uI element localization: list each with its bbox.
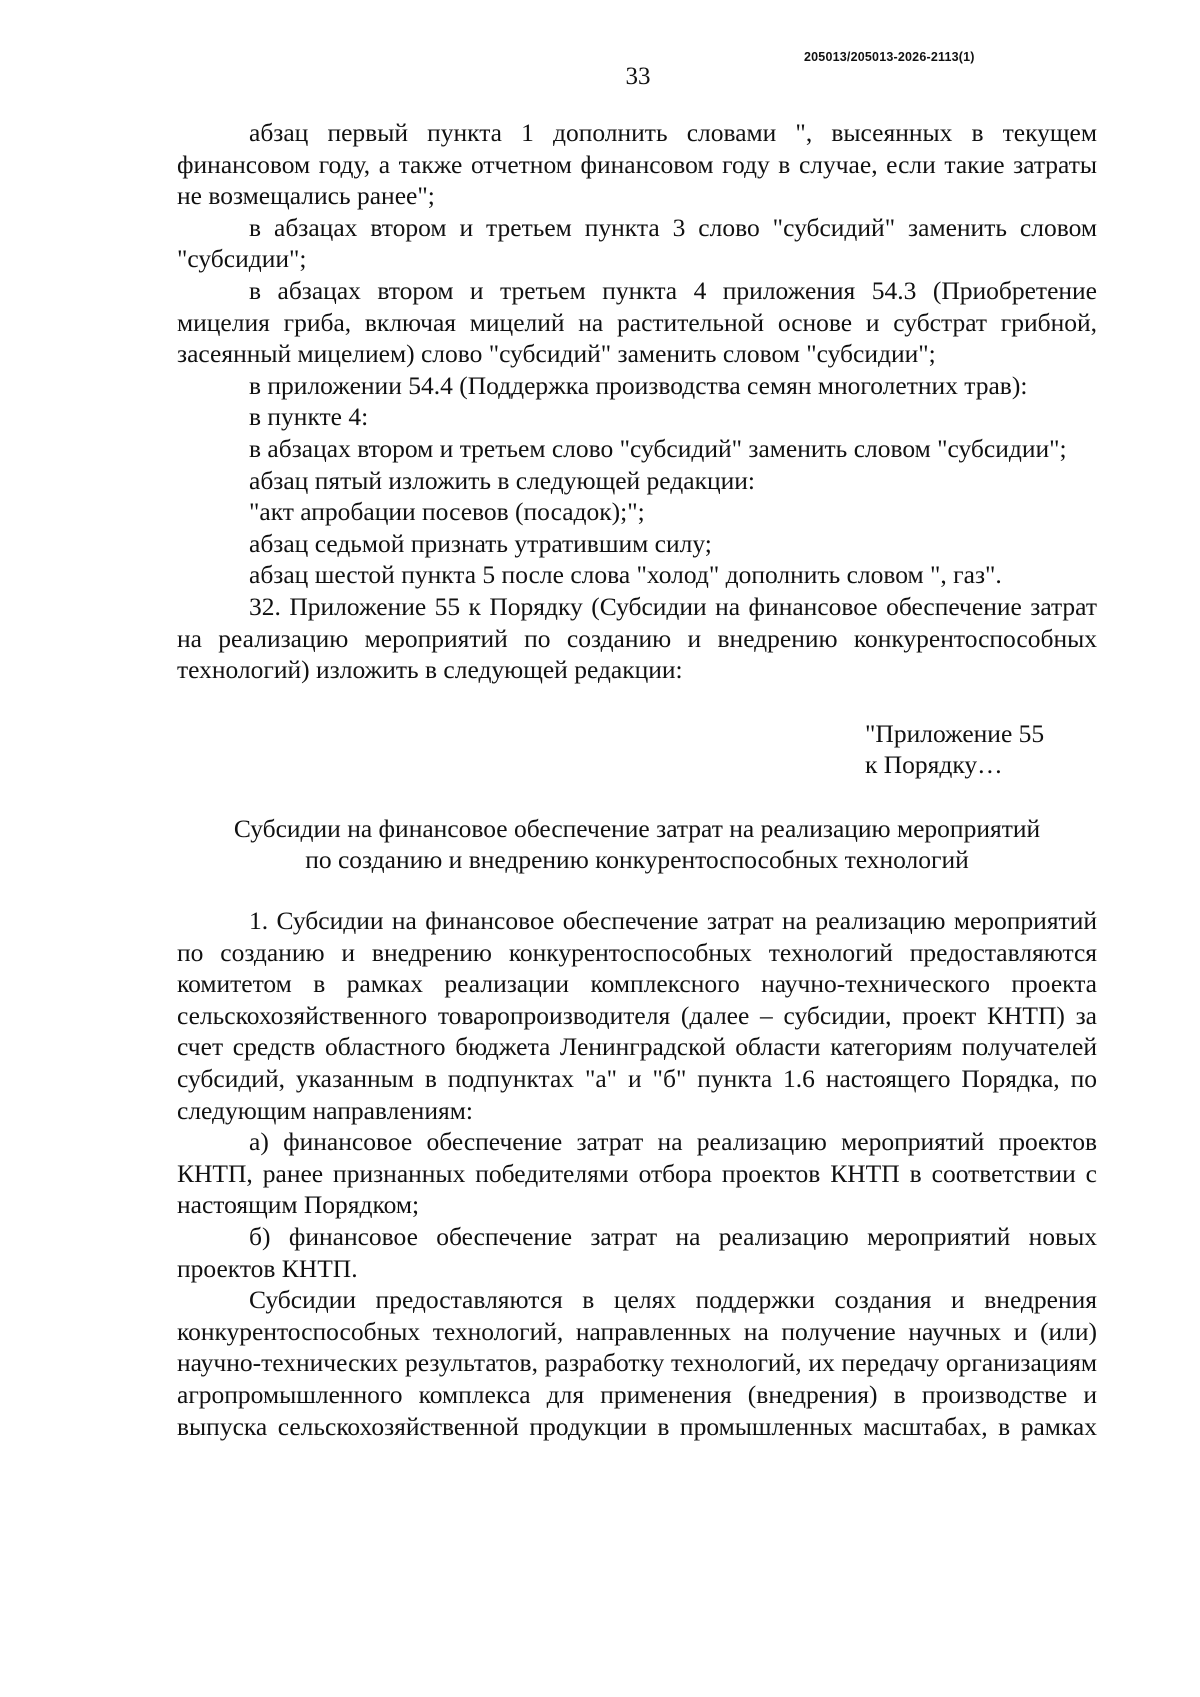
paragraph-2: в абзацах втором и третьем пункта 3 слово "субсидий" заменить словом "субсидии"; bbox=[177, 212, 1097, 274]
paragraph-4: в приложении 54.4 (Поддержка производства семян многолетних трав): bbox=[249, 370, 1028, 400]
annex-line-2: к Порядку… bbox=[865, 750, 1003, 780]
section-paragraph-2: а) финансовое обеспечение затрат на реализацию мероприятий проектов КНТП, ранее признанных победителями отбора проектов КНТП в соответствии с настоящим Порядком; bbox=[177, 1127, 1097, 1220]
document-body bbox=[177, 117, 1097, 1442]
page-number: 33 bbox=[625, 63, 651, 90]
paragraph-5: в пункте 4: bbox=[249, 402, 369, 432]
paragraph-11: 32. Приложение 55 к Порядку (Субсидии на финансовое обеспечение затрат на реализацию мероприятий по созданию и внедрению конкурентоспособных технологий) изложить в следующей редакции: bbox=[177, 591, 1097, 685]
paragraph-8: "акт апробации посевов (посадок);"; bbox=[249, 497, 645, 527]
section-paragraph-4: Субсидии предоставляются в целях поддержки создания и внедрения конкурентоспособных технологий, направленных на получение научных и (или) научно-технических результатов, разработку технологий, их передачу организациям агропромышленного комплекса для применения (внедрения) в производстве и выпуска сельскохозяйственной продукции в промышленных масштабах, в рамках bbox=[177, 1285, 1097, 1441]
document-id: 205013/205013-2026-2113(1) bbox=[804, 50, 975, 64]
section-title-line-1: Субсидии на финансовое обеспечение затрат на реализацию мероприятий bbox=[233, 813, 1041, 843]
paragraph-7: абзац пятый изложить в следующей редакции: bbox=[249, 465, 755, 495]
section-title bbox=[177, 813, 1097, 876]
annex-reference bbox=[177, 718, 1097, 781]
section-title-line-2: по созданию и внедрению конкурентоспособных технологий bbox=[305, 845, 969, 875]
annex-line-1: "Приложение 55 bbox=[865, 718, 1045, 748]
paragraph-10: абзац шестой пункта 5 после слова "холод" дополнить словом ", газ". bbox=[249, 560, 1002, 590]
paragraph-6: в абзацах втором и третьем слово "субсидий" заменить словом "субсидии"; bbox=[249, 433, 1067, 463]
paragraph-1: абзац первый пункта 1 дополнить словами ", высеянных в текущем финансовом году, а также отчетном финансовом году в случае, если такие затраты не возмещались ранее"; bbox=[177, 118, 1097, 211]
paragraph-3: в абзацах втором и третьем пункта 4 приложения 54.3 (Приобретение мицелия гриба, включая мицелий на растительной основе и субстрат грибной, засеянный мицелием) слово "субсидий" заменить словом "субсидии"; bbox=[177, 275, 1097, 369]
section-paragraph-3: б) финансовое обеспечение затрат на реализацию мероприятий новых проектов КНТП. bbox=[177, 1222, 1097, 1283]
section-paragraph-1: 1. Субсидии на финансовое обеспечение затрат на реализацию мероприятий по созданию и внедрению конкурентоспособных технологий предоставляются комитетом в рамках реализации комплексного научно-технического проекта сельскохозяйственного товаропроизводителя (далее – субсидии, проект КНТП) за счет средств областного бюджета Ленинградской области категориям получателей субсидий, указанным в подпунктах "а" и "б" пункта 1.6 настоящего Порядка, по следующим направлениям: bbox=[177, 906, 1097, 1125]
paragraph-9: абзац седьмой признать утратившим силу; bbox=[249, 528, 712, 558]
